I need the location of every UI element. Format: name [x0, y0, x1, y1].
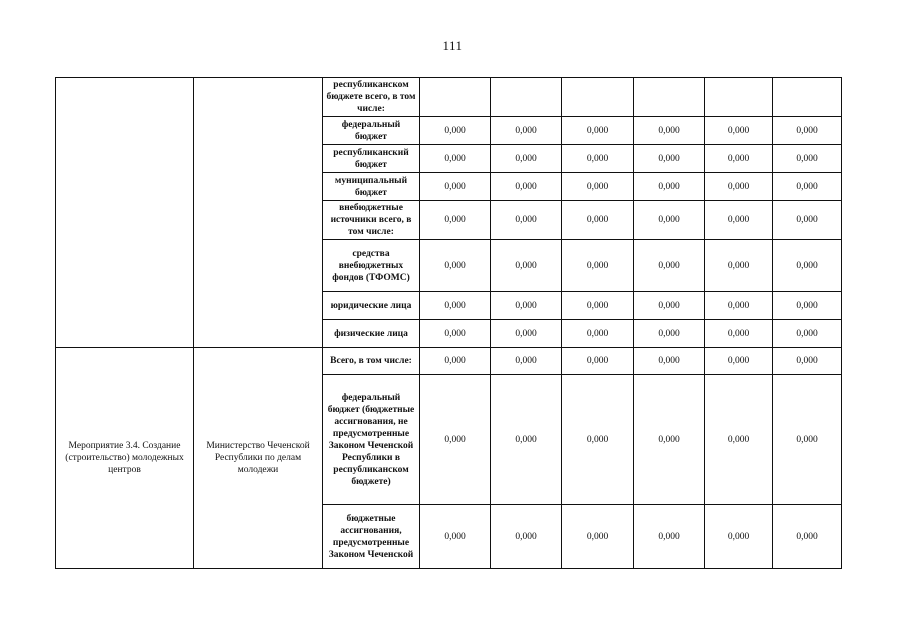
budget-table [55, 77, 842, 569]
table-row [56, 78, 842, 117]
value-cell: 0,000 [420, 240, 491, 292]
value-cell: 0,000 [562, 292, 634, 320]
value-cell: 0,000 [634, 505, 705, 569]
funding-source-label: бюджетные ассигнования, предусмотренные Законом Чеченской [323, 505, 420, 569]
value-cell: 0,000 [705, 348, 773, 375]
value-cell: 0,000 [491, 375, 562, 505]
executor-cell-empty [194, 78, 323, 348]
value-cell: 0,000 [562, 240, 634, 292]
event-cell-empty [56, 78, 194, 348]
value-cell: 0,000 [420, 173, 491, 201]
value-cell: 0,000 [773, 145, 842, 173]
value-cell: 0,000 [773, 173, 842, 201]
value-cell [491, 78, 562, 117]
value-cell: 0,000 [634, 348, 705, 375]
funding-source-label: средства внебюджетных фондов (ТФОМС) [323, 240, 420, 292]
value-cell: 0,000 [420, 201, 491, 240]
value-cell: 0,000 [491, 117, 562, 145]
value-cell: 0,000 [705, 173, 773, 201]
value-cell: 0,000 [773, 292, 842, 320]
value-cell: 0,000 [705, 117, 773, 145]
value-cell: 0,000 [634, 145, 705, 173]
funding-source-label: физические лица [323, 320, 420, 348]
value-cell: 0,000 [562, 173, 634, 201]
value-cell: 0,000 [562, 117, 634, 145]
value-cell: 0,000 [420, 505, 491, 569]
funding-source-label: внебюджетные источники всего, в том числе: [323, 201, 420, 240]
value-cell [420, 78, 491, 117]
funding-source-label: Всего, в том числе: [323, 348, 420, 375]
value-cell: 0,000 [491, 292, 562, 320]
value-cell: 0,000 [420, 292, 491, 320]
value-cell: 0,000 [491, 145, 562, 173]
value-cell: 0,000 [562, 348, 634, 375]
value-cell: 0,000 [773, 117, 842, 145]
value-cell [562, 78, 634, 117]
value-cell: 0,000 [562, 375, 634, 505]
value-cell: 0,000 [705, 240, 773, 292]
value-cell: 0,000 [773, 348, 842, 375]
funding-source-label: республиканский бюджет [323, 145, 420, 173]
funding-source-label: юридические лица [323, 292, 420, 320]
table-row [56, 348, 842, 375]
value-cell: 0,000 [634, 117, 705, 145]
value-cell: 0,000 [705, 145, 773, 173]
value-cell: 0,000 [773, 240, 842, 292]
value-cell: 0,000 [420, 320, 491, 348]
value-cell: 0,000 [562, 145, 634, 173]
value-cell: 0,000 [420, 117, 491, 145]
value-cell: 0,000 [420, 348, 491, 375]
value-cell: 0,000 [773, 375, 842, 505]
value-cell: 0,000 [634, 240, 705, 292]
value-cell: 0,000 [491, 240, 562, 292]
value-cell [634, 78, 705, 117]
value-cell: 0,000 [773, 505, 842, 569]
value-cell: 0,000 [491, 505, 562, 569]
value-cell: 0,000 [420, 145, 491, 173]
value-cell: 0,000 [562, 505, 634, 569]
value-cell: 0,000 [491, 320, 562, 348]
value-cell: 0,000 [705, 375, 773, 505]
value-cell [705, 78, 773, 117]
funding-source-label: федеральный бюджет (бюджетные ассигнования, не предусмотренные Законом Чеченской Республики в республиканском бюджете) [323, 375, 420, 505]
value-cell: 0,000 [634, 320, 705, 348]
value-cell: 0,000 [562, 201, 634, 240]
value-cell: 0,000 [634, 173, 705, 201]
value-cell: 0,000 [773, 320, 842, 348]
value-cell: 0,000 [634, 201, 705, 240]
page-number: 111 [442, 38, 463, 53]
funding-source-label: федеральный бюджет [323, 117, 420, 145]
value-cell: 0,000 [634, 375, 705, 505]
value-cell [773, 78, 842, 117]
event-name: Мероприятие 3.4. Создание (строительство) молодежных центров [56, 348, 194, 569]
value-cell: 0,000 [420, 375, 491, 505]
value-cell: 0,000 [705, 292, 773, 320]
value-cell: 0,000 [491, 348, 562, 375]
value-cell: 0,000 [491, 201, 562, 240]
value-cell: 0,000 [705, 505, 773, 569]
executor-name: Министерство Чеченской Республики по делам молодежи [194, 348, 323, 569]
value-cell: 0,000 [705, 201, 773, 240]
value-cell: 0,000 [634, 292, 705, 320]
funding-source-label: республиканском бюджете всего, в том числе: [323, 78, 420, 117]
funding-source-label: муниципальный бюджет [323, 173, 420, 201]
value-cell: 0,000 [705, 320, 773, 348]
value-cell: 0,000 [491, 173, 562, 201]
value-cell: 0,000 [562, 320, 634, 348]
value-cell: 0,000 [773, 201, 842, 240]
